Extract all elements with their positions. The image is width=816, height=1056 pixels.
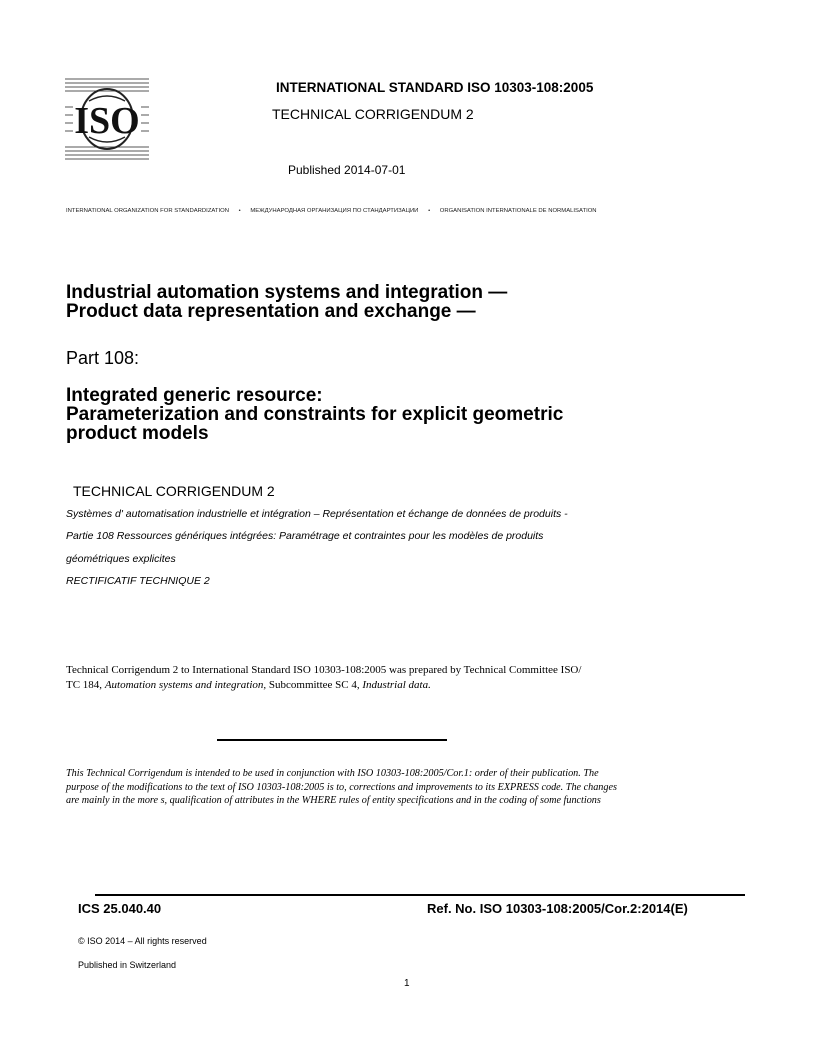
corrigendum-note [66, 767, 617, 808]
separator: • [428, 208, 431, 214]
preparation-statement [66, 663, 581, 693]
note-line: are mainly in the more s, qualification of attributes in the WHERE rules of entity specifications and in the coding of some functions [66, 795, 601, 806]
main-title [66, 283, 507, 321]
published-date: Published 2014-07-01 [288, 163, 406, 177]
french-title-line: Systèmes d' automatisation industrielle et intégration – Représentation et échange de données de produits - [66, 508, 568, 520]
org-name-ru: МЕЖДУНАРОДНАЯ ОРГАНИЗАЦИЯ ПО СТАНДАРТИЗАЦИИ [250, 208, 419, 214]
footer-rule [95, 894, 745, 896]
part-title-line: product models [66, 423, 209, 444]
org-name-fr: ORGANISATION INTERNATIONALE DE NORMALISATION [439, 208, 597, 214]
text: TC 184, [66, 679, 105, 691]
committee-name: Automation systems and integration, [104, 679, 267, 691]
copyright: © ISO 2014 – All rights reserved [78, 936, 207, 946]
main-title-line: Product data representation and exchange — [66, 301, 476, 322]
part-title-line: Integrated generic resource: [66, 385, 323, 406]
organization-names [66, 208, 597, 214]
subcommittee-name: Industrial data. [362, 679, 431, 691]
org-name-en: INTERNATIONAL ORGANIZATION FOR STANDARDIZATION [66, 208, 229, 214]
reference-number: Ref. No. ISO 10303-108:2005/Cor.2:2014(E) [427, 901, 688, 916]
french-title-line: géométriques explicites [66, 552, 176, 565]
preparation-line: Technical Corrigendum 2 to International Standard ISO 10303-108:2005 was prepared by Technical Committee ISO/ [66, 664, 582, 676]
preparation-line [66, 678, 581, 693]
french-title-line: RECTIFICATIF TECHNIQUE 2 [66, 574, 210, 587]
french-title-line: Partie 108 Ressources génériques intégrées: Paramétrage et contraintes pour les modèles de produits [66, 530, 544, 543]
divider [217, 739, 447, 741]
part-number: Part 108: [66, 348, 140, 368]
ics-code: ICS 25.040.40 [78, 901, 162, 916]
standard-title: INTERNATIONAL STANDARD ISO 10303-108:2005 [276, 80, 594, 95]
part-title-line: Parameterization and constraints for explicit geometric [66, 404, 564, 425]
page-number: 1 [404, 978, 410, 989]
svg-text:ISO: ISO [74, 100, 140, 142]
separator: • [238, 208, 241, 214]
corrigendum-label: TECHNICAL CORRIGENDUM 2 [272, 106, 474, 122]
part-title [66, 386, 563, 443]
corrigendum-subtitle: TECHNICAL CORRIGENDUM 2 [73, 483, 275, 499]
text: Subcommittee SC 4, [266, 679, 363, 691]
main-title-line: Industrial automation systems and integration — [66, 282, 508, 303]
published-in: Published in Switzerland [78, 960, 177, 970]
note-line: purpose of the modifications to the text of ISO 10303-108:2005 is to, corrections and improvements to its EXPRESS code. The changes [66, 781, 617, 793]
iso-logo [65, 77, 149, 161]
note-line: This Technical Corrigendum is intended to be used in conjunction with ISO 10303-108:2005/Cor.1: order of their publication. The [66, 768, 599, 779]
french-title [66, 503, 568, 592]
